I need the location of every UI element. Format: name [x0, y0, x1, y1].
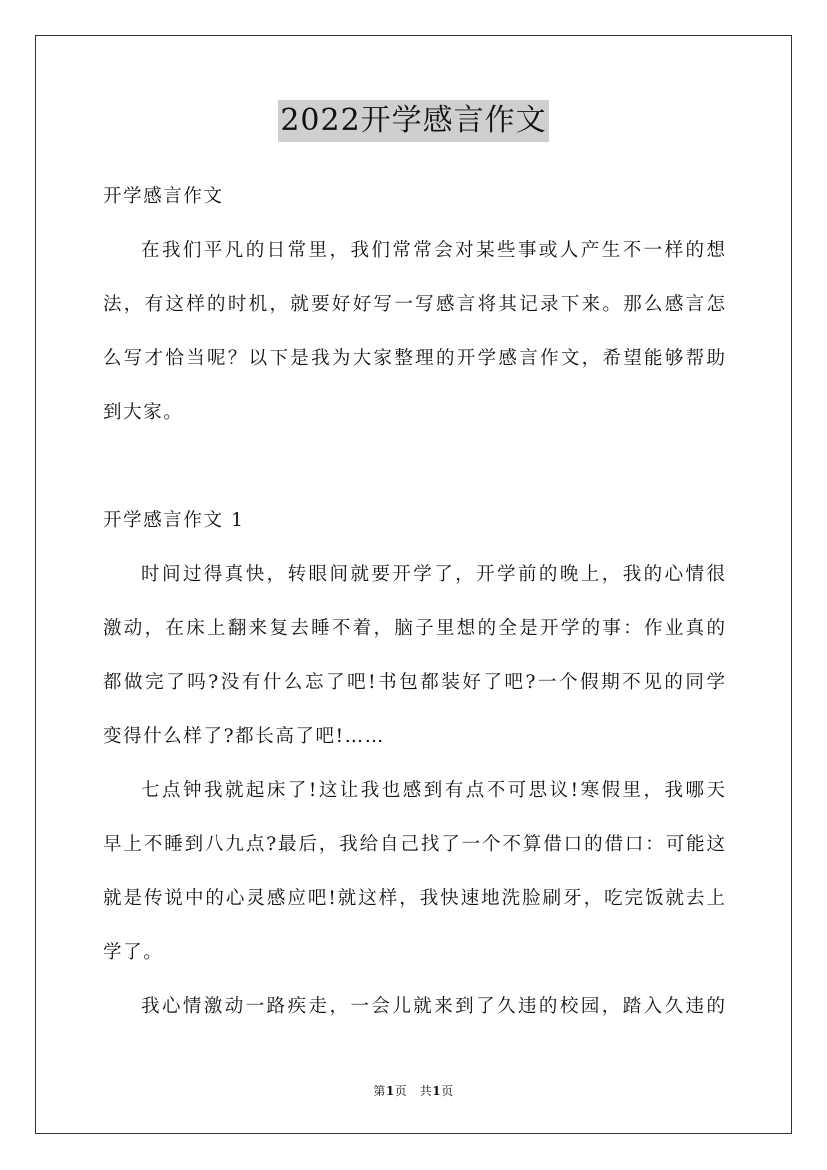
footer-prefix: 第: [373, 1084, 386, 1098]
footer-page-number: 1: [385, 1084, 395, 1098]
paragraph-line: 在我们平凡的日常里，我们常常会对某些事或人产生不一样的想: [141, 240, 725, 261]
paragraph-line: 七点钟我就起床了!这让我也感到有点不可思议!寒假里，我哪天: [141, 780, 725, 801]
footer-suffix: 页: [441, 1084, 454, 1098]
section-heading: 开学感言作文: [103, 186, 224, 207]
paragraph-line: 变得什么样了?都长高了吧!……: [103, 726, 385, 747]
paragraph-line: 法，有这样的时机，就要好好写一写感言将其记录下来。那么感言怎: [103, 294, 725, 315]
page-footer: [0, 1082, 827, 1099]
footer-total-pages: 1: [432, 1084, 442, 1098]
document-title: 2022开学感言作文: [278, 100, 548, 142]
paragraph-line: 就是传说中的心灵感应吧!就这样，我快速地洗脸刷牙，吃完饭就去上: [103, 888, 725, 909]
paragraph-line: 时间过得真快，转眼间就要开学了，开学前的晚上，我的心情很: [141, 564, 725, 585]
paragraph-line: 早上不睡到八九点?最后，我给自己找了一个不算借口的借口：可能这: [103, 834, 725, 855]
paragraph-line: 么写才恰当呢？以下是我为大家整理的开学感言作文，希望能够帮助: [103, 348, 725, 369]
paragraph-line: 激动，在床上翻来复去睡不着，脑子里想的全是开学的事：作业真的: [103, 618, 725, 639]
footer-mid: 页 共: [394, 1084, 433, 1098]
paragraph-line: 都做完了吗?没有什么忘了吧!书包都装好了吧?一个假期不见的同学: [103, 672, 725, 693]
paragraph-line: 到大家。: [103, 402, 184, 423]
paragraph-line: 学了。: [103, 942, 164, 963]
section-heading: 开学感言作文 1: [103, 510, 245, 531]
paragraph-line: 我心情激动一路疾走，一会儿就来到了久违的校园，踏入久违的: [141, 996, 725, 1017]
